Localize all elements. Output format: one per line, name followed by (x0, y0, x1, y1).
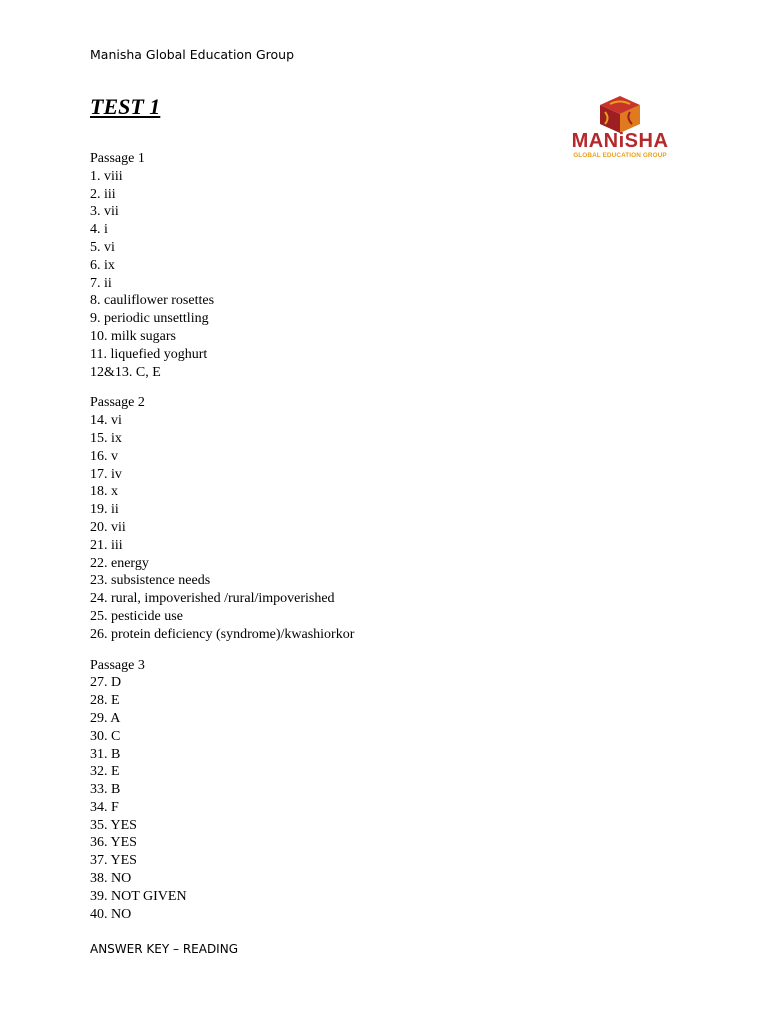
answer-line: 9. periodic unsettling (90, 311, 209, 327)
answer-line: 14. vi (90, 413, 122, 429)
answer-key (90, 150, 354, 936)
answer-line: 7. ii (90, 275, 112, 291)
answer-line: 33. B (90, 782, 121, 798)
answer-line: 31. B (90, 746, 121, 762)
answer-line: 32. E (90, 764, 120, 780)
answer-line: 19. ii (90, 502, 119, 518)
answer-line: 25. pesticide use (90, 608, 183, 624)
answer-line: 22. energy (90, 555, 149, 571)
passage-1-title: Passage 1 (90, 151, 145, 166)
page-title: TEST 1 (90, 94, 161, 119)
answer-line: 1. viii (90, 168, 123, 184)
answer-line: 30. C (90, 728, 121, 744)
passage-3-section (90, 657, 354, 924)
answer-line: 20. vii (90, 519, 126, 535)
answer-line: 21. iii (90, 537, 123, 553)
answer-line: 29. A (90, 710, 121, 726)
answer-line: 24. rural, impoverished /rural/impoverished (90, 591, 335, 607)
answer-line: 11. liquefied yoghurt (90, 346, 208, 362)
answer-line: 38. NO (90, 871, 132, 887)
answer-line: 40. NO (90, 906, 132, 922)
passage-1-section (90, 150, 354, 381)
answer-line: 36. YES (90, 835, 137, 851)
answer-line: 39. NOT GIVEN (90, 888, 187, 904)
answer-line: 12&13. C, E (90, 364, 161, 380)
answer-line: 6. ix (90, 257, 115, 273)
answer-line: 17. iv (90, 466, 122, 482)
answer-line: 35. YES (90, 817, 137, 833)
passage-3-title: Passage 3 (90, 657, 145, 673)
answer-line: 16. v (90, 448, 118, 464)
cube-logo-icon (596, 94, 644, 134)
answer-line: 2. iii (90, 186, 116, 202)
answer-line: 37. YES (90, 853, 137, 869)
answer-line: 4. i (90, 222, 108, 238)
logo-subtitle: GLOBAL EDUCATION GROUP (573, 152, 667, 159)
answer-line: 23. subsistence needs (90, 573, 211, 589)
page-footer: ANSWER KEY – READING (90, 942, 238, 956)
logo-wordmark: MANiSHA (571, 130, 669, 152)
answer-line: 10. milk sugars (90, 328, 176, 344)
manisha-logo (562, 94, 678, 166)
answer-line: 15. ix (90, 430, 122, 446)
answer-line: 26. protein deficiency (syndrome)/kwashiorkor (90, 626, 355, 642)
page-header: Manisha Global Education Group (90, 47, 295, 62)
answer-line: 27. D (90, 675, 122, 691)
passage-2-section (90, 394, 354, 643)
answer-line: 18. x (90, 484, 118, 500)
answer-line: 34. F (90, 799, 119, 815)
answer-line: 28. E (90, 693, 120, 709)
answer-line: 5. vi (90, 239, 115, 255)
answer-line: 3. vii (90, 204, 119, 220)
passage-2-title: Passage 2 (90, 395, 145, 411)
answer-line: 8. cauliflower rosettes (90, 293, 215, 309)
